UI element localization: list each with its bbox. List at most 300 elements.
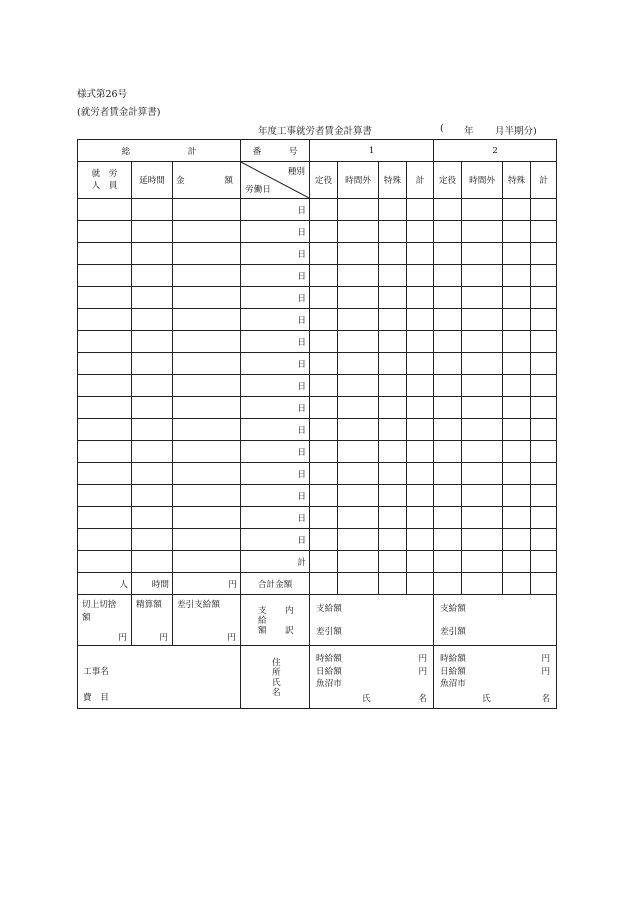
ban-label: 番	[252, 146, 262, 157]
g1-jikyu-yen: 円	[418, 654, 428, 664]
blank-cell	[462, 309, 503, 331]
day-row	[78, 353, 557, 375]
blank-cell	[338, 199, 379, 221]
blank-cell	[310, 573, 338, 595]
blank-cell	[462, 243, 503, 265]
blank-cell	[173, 397, 241, 419]
blank-cell	[310, 243, 338, 265]
blank-cell	[78, 353, 132, 375]
kei-label: 計	[187, 146, 197, 157]
g1-shikyugaku-label: 支給額	[316, 604, 342, 614]
blank-cell	[531, 463, 557, 485]
shi-label-vertical: 氏	[272, 678, 281, 688]
koujimei-label: 工事名	[83, 667, 109, 677]
blank-cell	[531, 375, 557, 397]
blank-cell	[462, 375, 503, 397]
blank-cell	[379, 419, 407, 441]
blank-cell	[379, 375, 407, 397]
day-unit-label: 日	[241, 397, 310, 419]
unit-person: 人	[78, 573, 132, 595]
g2-nikkyu-yen: 円	[541, 667, 551, 677]
day-row	[78, 221, 557, 243]
blank-cell	[407, 199, 434, 221]
blank-cell	[531, 485, 557, 507]
blank-cell	[173, 287, 241, 309]
soukei-header	[78, 140, 241, 162]
day-unit-label: 日	[241, 353, 310, 375]
blank-cell	[132, 265, 173, 287]
day-row	[78, 419, 557, 441]
g1-city-label: 魚沼市	[316, 679, 342, 689]
blank-cell	[78, 375, 132, 397]
blank-cell	[462, 397, 503, 419]
blank-cell	[338, 243, 379, 265]
blank-cell	[132, 199, 173, 221]
seisan-cell	[132, 595, 173, 646]
blank-cell	[531, 573, 557, 595]
g1-tokushu-header: 特殊	[379, 162, 407, 199]
wage-calculation-table	[77, 139, 557, 709]
g1-worker-cell	[310, 646, 434, 709]
form-number: 様式第26号	[77, 89, 128, 100]
blank-cell	[503, 485, 531, 507]
blank-cell	[173, 243, 241, 265]
blank-cell	[132, 529, 173, 551]
blank-cell	[338, 507, 379, 529]
blank-cell	[503, 221, 531, 243]
g1-nikkyugaku-label: 日給額	[316, 667, 342, 677]
blank-cell	[434, 419, 462, 441]
blank-cell	[173, 419, 241, 441]
blank-cell	[338, 287, 379, 309]
day-total-row	[78, 551, 557, 573]
blank-cell	[310, 287, 338, 309]
blank-cell	[531, 243, 557, 265]
blank-cell	[379, 573, 407, 595]
g2-sashihikigaku-label: 差引額	[440, 627, 466, 637]
g2-shi-label: 氏	[482, 694, 491, 704]
blank-cell	[78, 221, 132, 243]
blank-cell	[434, 265, 462, 287]
blank-cell	[78, 529, 132, 551]
blank-cell	[132, 353, 173, 375]
blank-cell	[132, 507, 173, 529]
blank-cell	[407, 375, 434, 397]
blank-cell	[531, 419, 557, 441]
blank-cell	[434, 353, 462, 375]
blank-cell	[379, 507, 407, 529]
blank-cell	[338, 397, 379, 419]
blank-cell	[132, 287, 173, 309]
shikyu-uchiwake-cell	[241, 595, 310, 646]
g2-mei-label: 名	[541, 694, 551, 704]
blank-cell	[78, 243, 132, 265]
blank-cell	[173, 375, 241, 397]
day-row	[78, 199, 557, 221]
blank-cell	[78, 507, 132, 529]
header-row-2	[78, 162, 557, 199]
group-2-header: 2	[434, 140, 557, 162]
blank-cell	[310, 551, 338, 573]
blank-cell	[173, 507, 241, 529]
goukei-kingaku-label: 合計金額	[241, 573, 310, 595]
blank-cell	[503, 287, 531, 309]
blank-cell	[503, 265, 531, 287]
day-unit-label: 日	[241, 265, 310, 287]
blank-cell	[503, 375, 531, 397]
day-unit-label: 日	[241, 507, 310, 529]
blank-cell	[531, 309, 557, 331]
blank-cell	[310, 309, 338, 331]
blank-cell	[310, 397, 338, 419]
shi-label: 支	[258, 606, 267, 616]
kiriage-label: 切上切捨	[82, 600, 117, 610]
day-unit-label: 日	[241, 243, 310, 265]
g2-tokushu-header: 特殊	[503, 162, 531, 199]
kouji-cell	[78, 646, 241, 709]
blank-cell	[338, 463, 379, 485]
gou-label: 号	[288, 146, 298, 157]
blank-cell	[434, 375, 462, 397]
blank-cell	[407, 397, 434, 419]
shubetsu-label: 種別	[287, 167, 306, 177]
blank-cell	[338, 309, 379, 331]
blank-cell	[132, 419, 173, 441]
kingaku-header	[173, 162, 241, 199]
blank-cell	[462, 221, 503, 243]
blank-cell	[379, 243, 407, 265]
day-row	[78, 309, 557, 331]
blank-cell	[78, 485, 132, 507]
group-1-header: 1	[310, 140, 434, 162]
form-title: (就労者賃金計算書)	[77, 107, 161, 118]
blank-cell	[78, 309, 132, 331]
g2-teiyaku-header: 定役	[434, 162, 462, 199]
blank-cell	[503, 397, 531, 419]
blank-cell	[379, 551, 407, 573]
blank-cell	[173, 265, 241, 287]
blank-cell	[173, 309, 241, 331]
blank-cell	[462, 441, 503, 463]
blank-cell	[407, 353, 434, 375]
blank-cell	[132, 485, 173, 507]
day-row	[78, 287, 557, 309]
blank-cell	[173, 353, 241, 375]
total-label: 計	[241, 551, 310, 573]
kiriage-yen: 円	[118, 633, 127, 643]
blank-cell	[379, 309, 407, 331]
g2-jikangai-header: 時間外	[462, 162, 503, 199]
blank-cell	[78, 287, 132, 309]
blank-cell	[407, 221, 434, 243]
blank-cell	[462, 199, 503, 221]
blank-cell	[78, 441, 132, 463]
blank-cell	[462, 419, 503, 441]
blank-cell	[531, 331, 557, 353]
blank-cell	[173, 463, 241, 485]
blank-cell	[503, 441, 531, 463]
blank-cell	[173, 199, 241, 221]
blank-cell	[462, 265, 503, 287]
blank-cell	[503, 463, 531, 485]
blank-cell	[434, 463, 462, 485]
blank-cell	[407, 309, 434, 331]
ninin-label: 人 員	[91, 181, 118, 191]
blank-cell	[503, 331, 531, 353]
blank-cell	[132, 309, 173, 331]
blank-cell	[462, 573, 503, 595]
blank-cell	[434, 551, 462, 573]
blank-cell	[173, 485, 241, 507]
blank-cell	[132, 243, 173, 265]
mei-label-vertical: 名	[272, 688, 281, 698]
shuro-ninin-header	[78, 162, 132, 199]
blank-cell	[462, 463, 503, 485]
blank-cell	[338, 265, 379, 287]
blank-cell	[503, 551, 531, 573]
blank-cell	[338, 353, 379, 375]
blank-cell	[132, 375, 173, 397]
blank-cell	[338, 375, 379, 397]
blank-cell	[407, 529, 434, 551]
blank-cell	[503, 243, 531, 265]
blank-cell	[338, 573, 379, 595]
day-row	[78, 265, 557, 287]
day-row	[78, 375, 557, 397]
blank-cell	[310, 529, 338, 551]
blank-cell	[78, 551, 132, 573]
blank-cell	[407, 485, 434, 507]
blank-cell	[338, 551, 379, 573]
blank-cell	[531, 441, 557, 463]
day-unit-label: 日	[241, 331, 310, 353]
blank-cell	[78, 331, 132, 353]
blank-cell	[503, 353, 531, 375]
blank-cell	[379, 199, 407, 221]
kiriage-cell	[78, 595, 132, 646]
blank-cell	[78, 463, 132, 485]
blank-cell	[503, 199, 531, 221]
blank-cell	[434, 507, 462, 529]
blank-cell	[531, 551, 557, 573]
g1-mei-label: 名	[418, 694, 428, 704]
blank-cell	[379, 463, 407, 485]
blank-cell	[379, 265, 407, 287]
gaku-label: 額	[224, 176, 234, 186]
blank-cell	[379, 287, 407, 309]
blank-cell	[434, 309, 462, 331]
jusho-shimei-cell	[241, 646, 310, 709]
blank-cell	[132, 331, 173, 353]
blank-cell	[407, 507, 434, 529]
blank-cell	[338, 419, 379, 441]
soukei-label: 総	[121, 146, 131, 157]
period-year: 年	[464, 126, 474, 137]
blank-cell	[78, 199, 132, 221]
g2-nikkyugaku-label: 日給額	[440, 667, 466, 677]
nobe-jikan-header: 延時間	[132, 162, 173, 199]
kyu-label: 給	[258, 616, 267, 626]
blank-cell	[434, 221, 462, 243]
blank-cell	[531, 507, 557, 529]
sho-label: 所	[272, 668, 281, 678]
kiriage-gaku-label: 額	[82, 613, 91, 623]
blank-cell	[503, 573, 531, 595]
day-unit-label: 日	[241, 309, 310, 331]
day-unit-label: 日	[241, 221, 310, 243]
blank-cell	[434, 573, 462, 595]
period-open-paren: (	[440, 123, 444, 134]
blank-cell	[338, 529, 379, 551]
day-unit-label: 日	[241, 441, 310, 463]
blank-cell	[407, 243, 434, 265]
blank-cell	[173, 221, 241, 243]
seisan-label: 精算額	[136, 600, 162, 610]
day-row	[78, 243, 557, 265]
day-unit-label: 日	[241, 287, 310, 309]
blank-cell	[338, 331, 379, 353]
g2-jikyugaku-label: 時給額	[440, 654, 466, 664]
blank-cell	[531, 353, 557, 375]
rodobi-label: 労働日	[245, 185, 271, 195]
blank-cell	[531, 529, 557, 551]
blank-cell	[531, 199, 557, 221]
blank-cell	[78, 265, 132, 287]
blank-cell	[434, 441, 462, 463]
blank-cell	[462, 485, 503, 507]
blank-cell	[407, 441, 434, 463]
blank-cell	[462, 353, 503, 375]
blank-cell	[462, 529, 503, 551]
day-unit-label: 日	[241, 375, 310, 397]
day-unit-label: 日	[241, 463, 310, 485]
g2-jikyu-yen: 円	[541, 654, 551, 664]
blank-cell	[310, 265, 338, 287]
g1-teiyaku-header: 定役	[310, 162, 338, 199]
blank-cell	[338, 441, 379, 463]
blank-cell	[310, 375, 338, 397]
blank-cell	[310, 507, 338, 529]
blank-cell	[132, 463, 173, 485]
g2-shikyu-cell	[434, 595, 557, 646]
blank-cell	[173, 441, 241, 463]
blank-cell	[531, 287, 557, 309]
document-title: 年度工事就労者賃金計算書	[258, 126, 373, 137]
blank-cell	[531, 265, 557, 287]
blank-cell	[310, 463, 338, 485]
blank-cell	[434, 287, 462, 309]
blank-cell	[407, 551, 434, 573]
blank-cell	[173, 331, 241, 353]
blank-cell	[503, 309, 531, 331]
blank-cell	[531, 221, 557, 243]
blank-cell	[379, 221, 407, 243]
g1-shikyu-cell	[310, 595, 434, 646]
blank-cell	[434, 529, 462, 551]
day-row	[78, 507, 557, 529]
shuro-label: 就 労	[91, 169, 118, 179]
g1-kei-header: 計	[407, 162, 434, 199]
blank-cell	[407, 287, 434, 309]
day-row	[78, 485, 557, 507]
blank-cell	[407, 463, 434, 485]
seisan-yen: 円	[159, 633, 168, 643]
blank-cell	[173, 551, 241, 573]
unit-yen: 円	[173, 573, 241, 595]
blank-cell	[434, 243, 462, 265]
sashihiki-yen: 円	[227, 633, 237, 643]
g1-jikyugaku-label: 時給額	[316, 654, 342, 664]
settlement-row	[78, 595, 557, 646]
bangou-header	[241, 140, 310, 162]
blank-cell	[338, 221, 379, 243]
blank-cell	[379, 331, 407, 353]
blank-cell	[462, 287, 503, 309]
blank-cell	[434, 397, 462, 419]
day-row	[78, 463, 557, 485]
gaku2-label: 額	[258, 626, 267, 636]
blank-cell	[503, 419, 531, 441]
blank-cell	[310, 441, 338, 463]
blank-cell	[78, 419, 132, 441]
blank-cell	[407, 573, 434, 595]
day-row	[78, 397, 557, 419]
blank-cell	[407, 265, 434, 287]
day-unit-label: 日	[241, 419, 310, 441]
blank-cell	[407, 419, 434, 441]
blank-cell	[379, 485, 407, 507]
g1-sashihikigaku-label: 差引額	[316, 627, 342, 637]
blank-cell	[434, 485, 462, 507]
day-unit-label: 日	[241, 199, 310, 221]
blank-cell	[407, 331, 434, 353]
uchi-label: 内	[285, 606, 294, 616]
blank-cell	[462, 507, 503, 529]
kin-label: 金	[176, 176, 185, 186]
g2-kei-header: 計	[531, 162, 557, 199]
blank-cell	[462, 331, 503, 353]
day-unit-label: 日	[241, 485, 310, 507]
himoku-label: 費 目	[83, 693, 109, 703]
blank-cell	[310, 221, 338, 243]
day-unit-label: 日	[241, 529, 310, 551]
blank-cell	[132, 221, 173, 243]
g2-shikyugaku-label: 支給額	[440, 604, 466, 614]
blank-cell	[531, 397, 557, 419]
blank-cell	[434, 331, 462, 353]
blank-cell	[379, 353, 407, 375]
sashihiki-shikyu-label: 差引支給額	[177, 600, 220, 610]
worker-row	[78, 646, 557, 709]
blank-cell	[434, 199, 462, 221]
blank-cell	[132, 397, 173, 419]
header-row-1	[78, 140, 557, 162]
blank-cell	[338, 485, 379, 507]
g1-jikangai-header: 時間外	[338, 162, 379, 199]
blank-cell	[310, 353, 338, 375]
wake-label: 訳	[285, 626, 294, 636]
g2-worker-cell	[434, 646, 557, 709]
sum-row	[78, 573, 557, 595]
g2-city-label: 魚沼市	[440, 679, 466, 689]
blank-cell	[379, 529, 407, 551]
blank-cell	[132, 441, 173, 463]
day-row	[78, 529, 557, 551]
blank-cell	[503, 507, 531, 529]
blank-cell	[310, 331, 338, 353]
unit-hours: 時間	[132, 573, 173, 595]
blank-cell	[379, 441, 407, 463]
